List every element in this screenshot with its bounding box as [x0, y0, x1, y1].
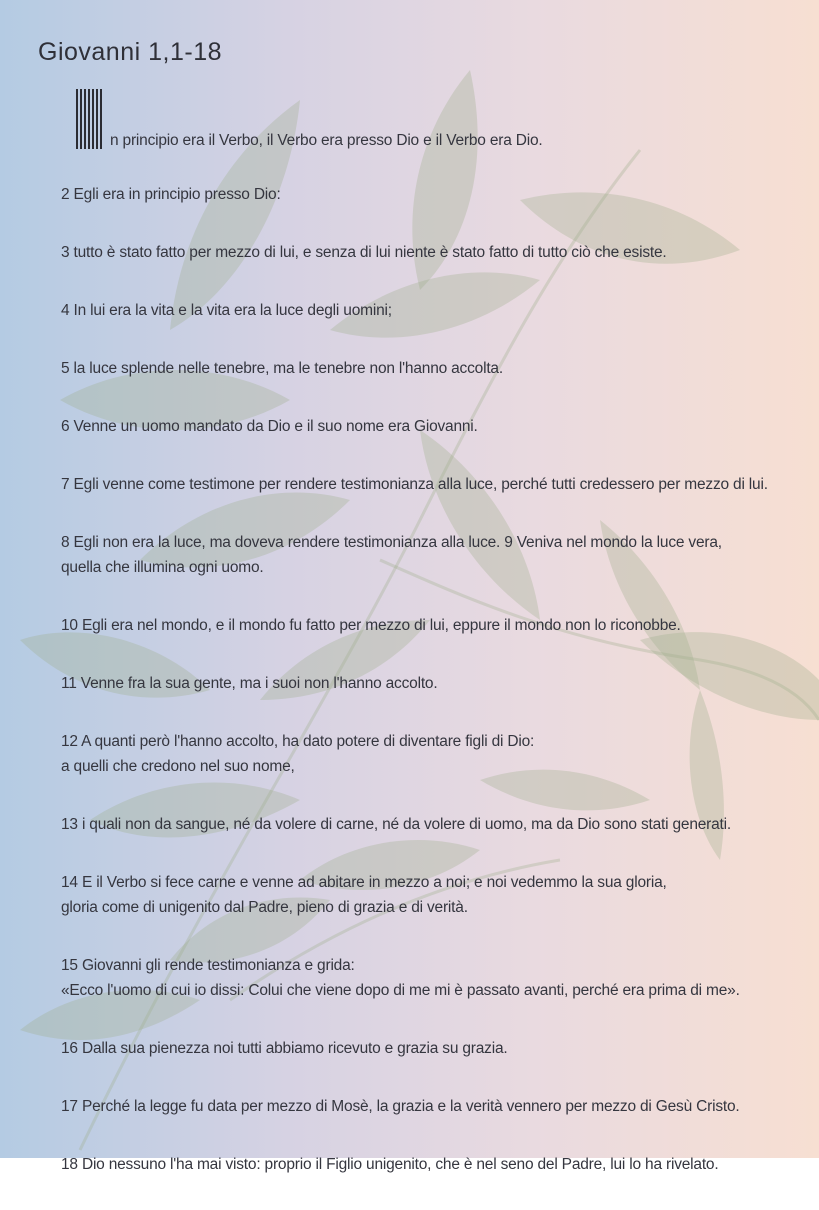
verse-line: 8 Egli non era la luce, ma doveva rendere testimonianza alla luce. 9 Veniva nel mondo la luce vera, [61, 534, 722, 551]
verse-paragraph [61, 953, 781, 1003]
verse-list [61, 182, 781, 1210]
verse-line: 5 la luce splende nelle tenebre, ma le tenebre non l'hanno accolta. [61, 360, 503, 377]
page-title: Giovanni 1,1-18 [38, 38, 223, 66]
verse-paragraph [61, 671, 781, 696]
verse-line: a quelli che credono nel suo nome, [61, 758, 295, 775]
verse-line: 10 Egli era nel mondo, e il mondo fu fatto per mezzo di lui, eppure il mondo non lo riconobbe. [61, 617, 681, 634]
verse-line: 3 tutto è stato fatto per mezzo di lui, e senza di lui niente è stato fatto di tutto ciò che esiste. [61, 244, 667, 261]
verse-paragraph [61, 472, 781, 497]
verse-paragraph [61, 870, 781, 920]
verse-line: 13 i quali non da sangue, né da volere di carne, né da volere di uomo, ma da Dio sono stati generati. [61, 816, 731, 833]
drop-cap-initial [76, 89, 102, 149]
verse-paragraph [61, 240, 781, 265]
verse-line: gloria come di unigenito dal Padre, pieno di grazia e di verità. [61, 899, 468, 916]
verse-paragraph [61, 812, 781, 837]
verse-line: 14 E il Verbo si fece carne e venne ad abitare in mezzo a noi; e noi vedemmo la sua gloria, [61, 874, 667, 891]
verse-paragraph [61, 356, 781, 381]
verse-paragraph [61, 1152, 781, 1177]
verse-paragraph [61, 414, 781, 439]
verse-line: 15 Giovanni gli rende testimonianza e grida: [61, 957, 355, 974]
verse-line: 12 A quanti però l'hanno accolto, ha dato potere di diventare figli di Dio: [61, 733, 535, 750]
verse-1: n principio era il Verbo, il Verbo era presso Dio e il Verbo era Dio. [110, 132, 543, 149]
verse-line: 16 Dalla sua pienezza noi tutti abbiamo ricevuto e grazia su grazia. [61, 1040, 508, 1057]
verse-paragraph [61, 1036, 781, 1061]
verse-line: 4 In lui era la vita e la vita era la luce degli uomini; [61, 302, 392, 319]
verse-line: 2 Egli era in principio presso Dio: [61, 186, 281, 203]
verse-paragraph [61, 298, 781, 323]
verse-line: 6 Venne un uomo mandato da Dio e il suo nome era Giovanni. [61, 418, 478, 435]
verse-paragraph [61, 729, 781, 779]
verse-line: 11 Venne fra la sua gente, ma i suoi non l'hanno accolto. [61, 675, 438, 692]
verse-line: 18 Dio nessuno l'ha mai visto: proprio il Figlio unigenito, che è nel seno del Padre, lui lo ha rivelato. [61, 1156, 719, 1173]
verse-line: «Ecco l'uomo di cui io dissi: Colui che viene dopo di me mi è passato avanti, perché era prima di me». [61, 982, 740, 999]
verse-paragraph [61, 1094, 781, 1119]
verse-line: 17 Perché la legge fu data per mezzo di Mosè, la grazia e la verità vennero per mezzo di Gesù Cristo. [61, 1098, 740, 1115]
verse-line: 7 Egli venne come testimone per rendere testimonianza alla luce, perché tutti credessero per mezzo di lui. [61, 476, 768, 493]
verse-line: quella che illumina ogni uomo. [61, 559, 264, 576]
verse-paragraph [61, 530, 781, 580]
verse-paragraph [61, 613, 781, 638]
verse-paragraph [61, 182, 781, 207]
